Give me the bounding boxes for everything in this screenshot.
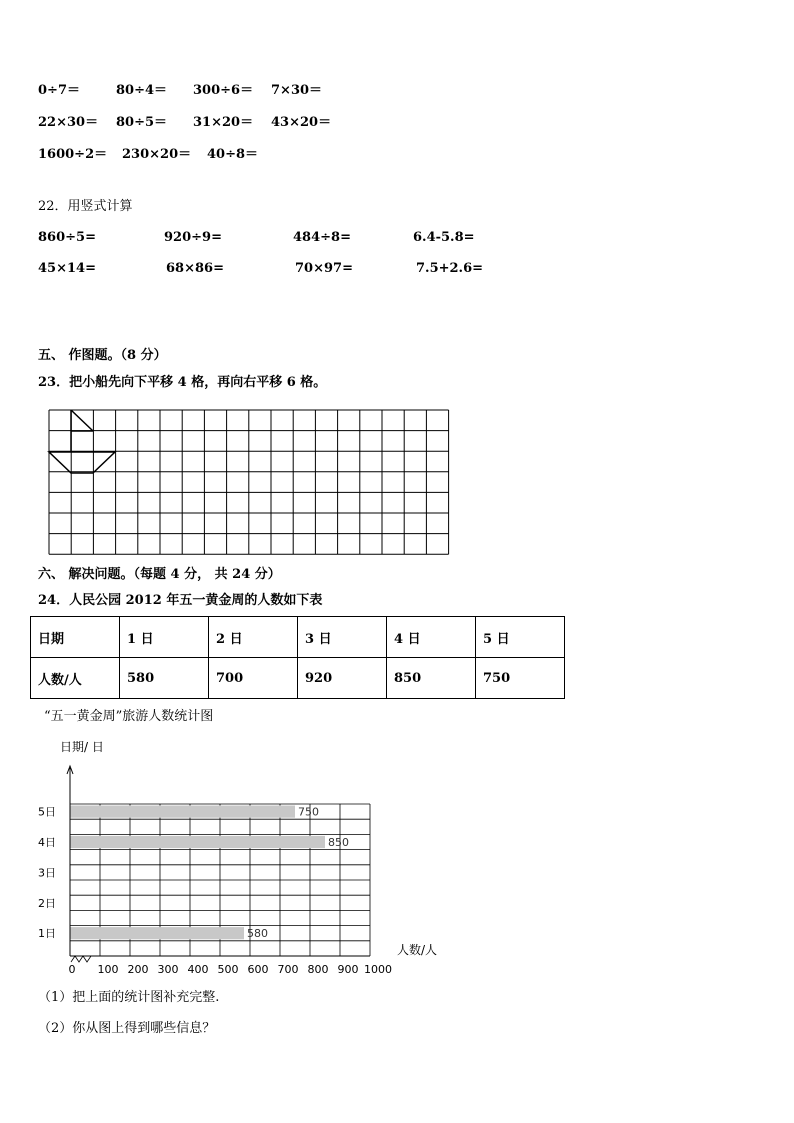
table-cell: 人数/人	[31, 658, 120, 699]
calc-item: 22×30＝	[38, 115, 99, 130]
calc-item: 80÷5＝	[116, 115, 168, 130]
table-cell: 850	[387, 658, 476, 699]
category-label: 4日	[38, 836, 56, 849]
x-tick-label: 300	[157, 963, 179, 976]
chart-labels	[38, 806, 392, 976]
category-label: 5日	[38, 805, 56, 819]
table-cell: 700	[209, 658, 298, 699]
calc-item: 7.5+2.6=	[416, 261, 484, 276]
calc-item: 68×86=	[166, 261, 224, 276]
calc-item: 860÷5=	[38, 230, 96, 245]
axis-break-mark	[71, 956, 91, 962]
calc-item: 7×30＝	[271, 83, 323, 98]
question-title: 24．人民公园 2012 年五一黄金周的人数如下表	[38, 593, 323, 608]
calc-item: 1600÷2＝	[38, 147, 108, 162]
bar-value-label: 850	[328, 836, 349, 849]
table-cell: 920	[298, 658, 387, 699]
calc-item: 484÷8=	[293, 230, 351, 245]
table-cell: 日期	[31, 617, 120, 658]
question-sub: （1）把上面的统计图补充完整.	[38, 990, 220, 1005]
calc-item: 300÷6＝	[193, 83, 254, 98]
chart-bars	[70, 806, 325, 940]
x-tick-label: 700	[277, 963, 299, 976]
calc-item: 43×20＝	[271, 115, 332, 130]
section-title: 六、 解决问题。（每题 4 分， 共 24 分）	[38, 567, 281, 582]
x-tick-label: 600	[247, 963, 269, 976]
section-title: 五、 作图题。（8 分）	[38, 348, 167, 363]
calc-item: 80÷4＝	[116, 83, 168, 98]
table-cell: 2 日	[209, 617, 298, 658]
calc-item: 920÷9=	[164, 230, 222, 245]
x-tick-label: 500	[217, 963, 239, 976]
calc-item: 70×97=	[295, 261, 353, 276]
x-tick-label: 1000	[364, 963, 392, 976]
question-title: 22．用竖式计算	[38, 199, 133, 214]
bar	[70, 806, 295, 818]
calc-item: 31×20＝	[193, 115, 254, 130]
bar	[70, 836, 325, 848]
table-cell: 5 日	[476, 617, 565, 658]
question-title: 23．把小船先向下平移 4 格，再向右平移 6 格。	[38, 375, 327, 390]
x-tick-label: 0	[68, 963, 76, 976]
calc-item: 230×20＝	[122, 147, 192, 162]
x-axis-label: 人数/人	[397, 943, 438, 957]
x-tick-label: 200	[127, 963, 149, 976]
y-axis-label: 日期/ 日	[60, 740, 104, 754]
bar	[70, 927, 244, 939]
bar-value-label: 580	[247, 927, 268, 941]
category-label: 2日	[38, 896, 56, 910]
x-tick-label: 800	[307, 963, 329, 976]
calc-item: 0÷7＝	[38, 83, 80, 98]
table-cell: 1 日	[120, 617, 209, 658]
bar-value-label: 750	[298, 805, 319, 819]
question-sub: （2）你从图上得到哪些信息？	[38, 1021, 216, 1036]
table-cell: 580	[120, 658, 209, 699]
chart-title: “五一黄金周”旅游人数统计图	[44, 709, 214, 724]
category-label: 3日	[38, 866, 56, 880]
calc-item: 40÷8＝	[207, 147, 259, 162]
category-label: 1日	[38, 927, 56, 941]
table-cell: 4 日	[387, 617, 476, 658]
calc-item: 45×14=	[38, 261, 96, 276]
x-tick-label: 400	[187, 963, 209, 976]
x-tick-label: 100	[97, 963, 119, 976]
calc-item: 6.4-5.8=	[413, 230, 475, 245]
table-cell: 3 日	[298, 617, 387, 658]
table-cell: 750	[476, 658, 565, 699]
x-tick-label: 900	[337, 963, 359, 976]
